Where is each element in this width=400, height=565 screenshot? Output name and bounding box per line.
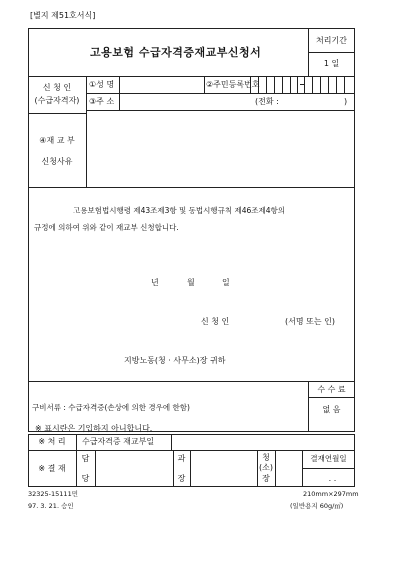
director-label-3: 장 — [262, 474, 270, 483]
recipient: 지방노동(청 · 사무소)장 귀하 — [124, 356, 226, 365]
rrn-input[interactable] — [250, 76, 355, 93]
director-sign-box[interactable] — [276, 451, 302, 486]
signature-hint: (서명 또는 인) — [285, 317, 335, 326]
address-label: ③주 소 — [89, 97, 115, 106]
reason-label: ④재 교 부 — [39, 136, 75, 145]
approval-date-label: 결재연월일 — [310, 454, 347, 463]
divider — [28, 381, 355, 382]
chief-label-bottom: 장 — [177, 474, 186, 483]
statement-line2: 규정에 의하여 위와 같이 재교부 신청합니다. — [34, 223, 179, 232]
divider — [86, 113, 87, 187]
date-year: 년 — [151, 278, 159, 287]
paper-type: (일반용지 60g/㎡) — [290, 502, 344, 510]
date-day: 일 — [222, 278, 230, 287]
approval-label: ※ 결 재 — [38, 464, 66, 473]
required-documents: 구비서류 : 수급자격증(손상에 의한 경우에 한함) — [32, 403, 190, 412]
form-code: 32325-15111민 — [28, 490, 78, 498]
director-label-2: (소) — [259, 463, 273, 472]
divider — [302, 468, 355, 469]
reason-sub-label: 신청사유 — [41, 157, 73, 166]
applicant-sub-label: (수급자격자) — [34, 96, 80, 105]
phone-label: (전화 : — [255, 97, 279, 106]
processing-period-value: 1 일 — [323, 59, 340, 68]
divider — [308, 52, 355, 53]
divider — [204, 76, 205, 93]
divider — [86, 110, 355, 111]
staff-label-bottom: 당 — [81, 474, 90, 483]
form-number-label: [별지 제51호서식] — [30, 11, 96, 20]
director-label-1: 청 — [262, 453, 270, 462]
staff-sign-box[interactable] — [96, 451, 173, 486]
applicant-label: 신 청 인 — [42, 83, 72, 92]
signer-label: 신 청 인 — [201, 317, 230, 326]
fee-value: 없 음 — [322, 405, 341, 414]
processing-label: ※ 처 리 — [38, 437, 66, 446]
rrn-dash — [300, 84, 305, 85]
form-title: 고용보험 수급자격증재교부신청서 — [90, 46, 262, 59]
address-input[interactable] — [120, 94, 250, 110]
name-input[interactable] — [120, 77, 204, 93]
name-label: ①성 명 — [89, 80, 115, 89]
divider — [28, 113, 86, 114]
processing-period-label: 처리기간 — [316, 36, 347, 45]
statement-line1: 고용보험법시행령 제43조제3항 및 동법시행규칙 제46조제4항의 — [73, 206, 286, 215]
approval-date-value[interactable]: . . — [328, 474, 337, 483]
chief-sign-box[interactable] — [191, 451, 257, 486]
note: ※ 표시란은 기입하지 아니합니다. — [35, 424, 153, 433]
divider — [308, 397, 355, 398]
paper-size: 210mm×297mm — [303, 490, 359, 498]
divider — [171, 434, 172, 450]
date-month: 월 — [187, 278, 195, 287]
phone-close: ) — [344, 97, 348, 106]
reissue-date-label: 수급자격증 재교부일 — [82, 437, 155, 446]
rrn-label: ②주민등록번호 — [206, 80, 260, 89]
chief-label-top: 과 — [177, 454, 186, 463]
fee-label: 수 수 료 — [317, 385, 346, 394]
divider — [28, 187, 355, 188]
reason-input[interactable] — [88, 114, 353, 185]
staff-label-top: 담 — [81, 454, 90, 463]
approval-date: 97. 3. 21. 승인 — [28, 502, 74, 510]
phone-input[interactable] — [290, 94, 340, 110]
